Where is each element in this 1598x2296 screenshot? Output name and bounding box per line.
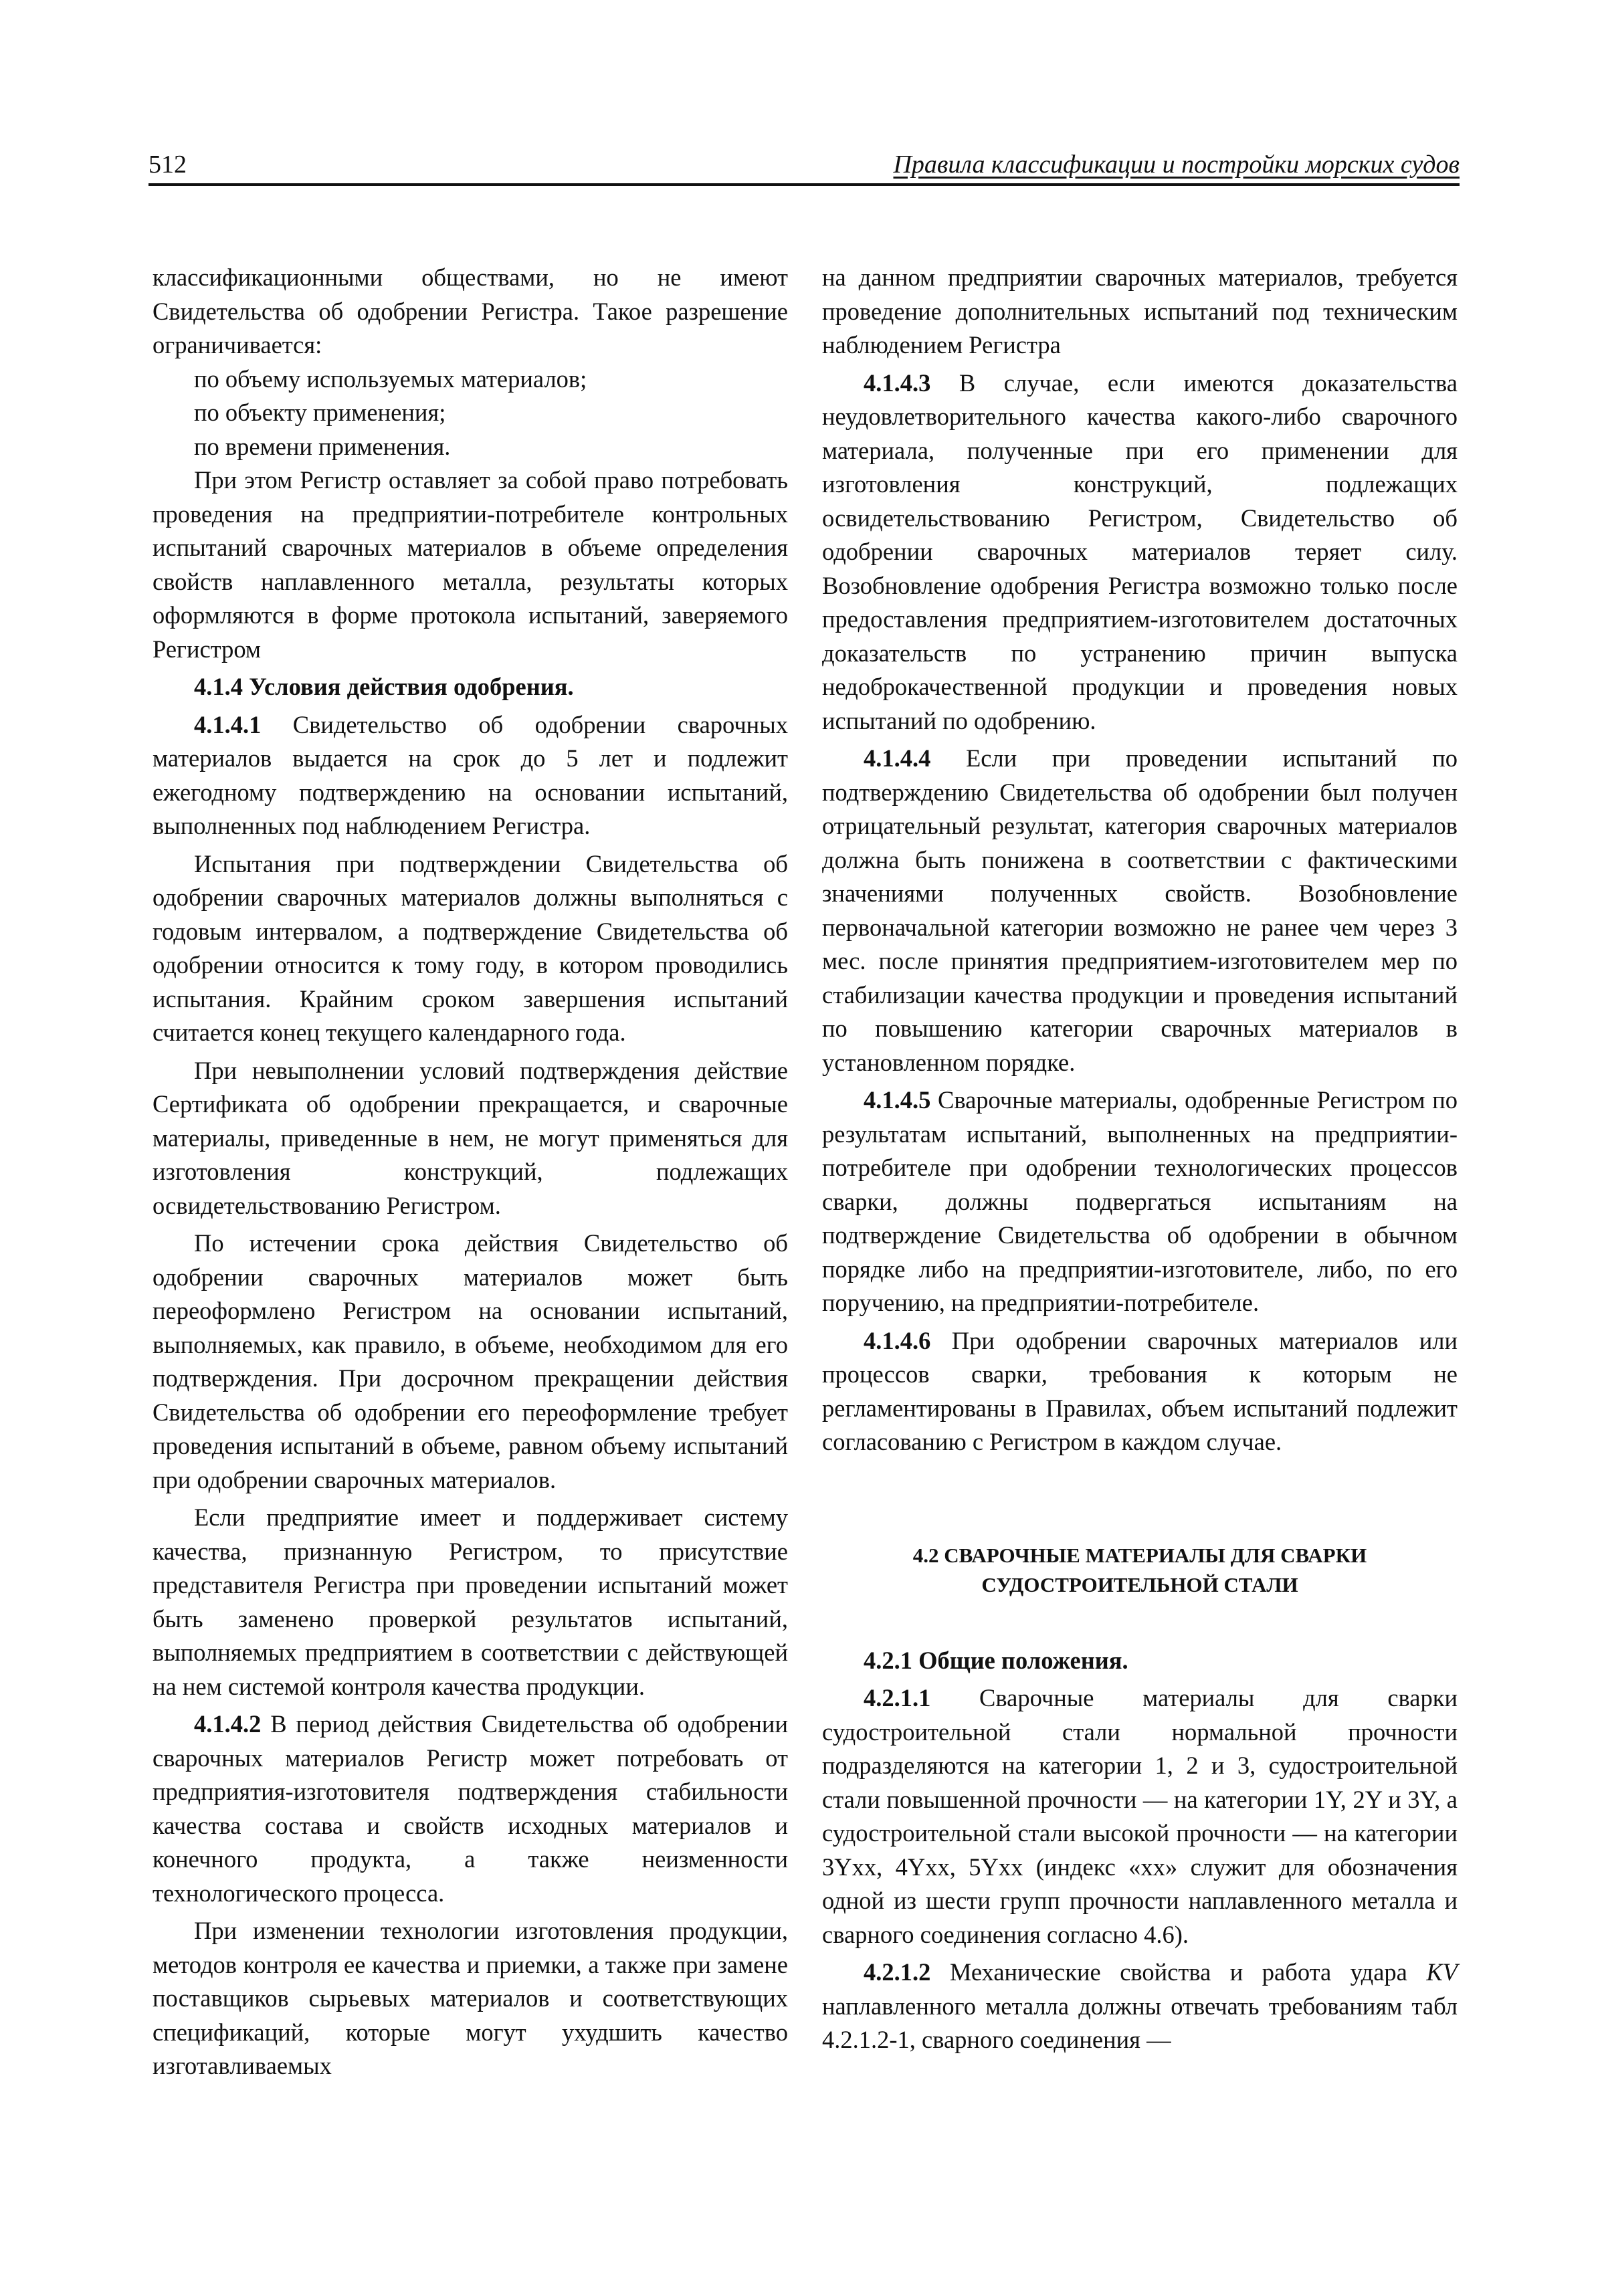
paragraph: Испытания при подтверждении Свидетельства об одобрении сварочных материалов должны выполняться с годовым интервалом, а подтверждение Свидетельства об одобрении относится к тому году, в котором проводились испытания. Крайним сроком завершения испытаний считается конец текущего календарного года.: [153, 849, 788, 1046]
section-title-4-2: [822, 1541, 1458, 1600]
clause-number: 4.2.1.2: [864, 1958, 931, 1986]
list-item: по объекту применения;: [194, 399, 446, 426]
clause-4-1-4-1: [153, 708, 788, 843]
paragraph: Если предприятие имеет и поддерживает систему качества, признанную Регистром, то присутствие представителя Регистра при проведении испытаний может быть заменено проверкой результатов испытаний, выполняемых предприятием в соответствии с действующей на нем системой контроля качества продукции.: [153, 1503, 788, 1700]
clause-4-1-4-2: [153, 1707, 788, 1910]
header-rule: [148, 183, 1460, 186]
paragraph: По истечении срока действия Свидетельство об одобрении сварочных материалов может быть переоформлено Регистром на основании испытаний, выполняемых, как правило, в объеме, необходимом для его подтверждения. При досрочном прекращении действия Свидетельства об одобрении его переоформление требует проведения испытаний в объеме, равном объему испытаний при одобрении сварочных материалов.: [153, 1229, 788, 1493]
clause-number: 4.1.4.4: [864, 744, 931, 772]
page-header: [148, 150, 1460, 185]
clause-number: 4.1.4.5: [864, 1086, 931, 1114]
right-column: [822, 261, 1458, 2057]
clause-text: Сварочные материалы для сварки судостроительной стали нормальной прочности подразделяются на категории 1, 2 и 3, судостроительной стали повышенной прочности — на категории 1Y, 2Y и 3Y, а судостроительной стали высокой прочности — на категории 3Yxx, 4Yxx, 5Yxx (индекс «xx» служит для обозначения одной из шести групп прочности наплавленного металла и сварного соединения согласно 4.6).: [822, 1684, 1458, 1948]
paragraph: При невыполнении условий подтверждения действие Сертификата об одобрении прекращается, и сварочные материалы, приведенные в нем, не могут применяться для изготовления конструкций, подлежащих освидетельствованию Регистром.: [153, 1056, 788, 1219]
paragraph: При изменении технологии изготовления продукции, методов контроля ее качества и приемки, а также при замене поставщиков сырьевых материалов и соответствующих спецификаций, которые могут ухудшить качество изготавливаемых: [153, 1917, 788, 2079]
clause-text: наплавленного металла должны отвечать требованиям табл 4.2.1.2-1, сварного соединения —: [822, 1992, 1458, 2053]
section-title-line-2: СУДОСТРОИТЕЛЬНОЙ СТАЛИ: [981, 1572, 1298, 1596]
clause-text: Механические свойства и работа удара: [930, 1958, 1427, 1986]
subsection-heading-4-1-4: 4.1.4 Условия действия одобрения.: [194, 673, 574, 700]
clause-number: 4.1.4.1: [194, 710, 262, 738]
subsection-heading-4-2-1: 4.2.1 Общие положения.: [864, 1646, 1128, 1674]
clause-4-1-4-6: [822, 1324, 1458, 1459]
section-title-line-1: 4.2 СВАРОЧНЫЕ МАТЕРИАЛЫ ДЛЯ СВАРКИ: [912, 1543, 1367, 1567]
clause-text: В период действия Свидетельства об одобрении сварочных материалов Регистр может потребовать от предприятия-изготовителя подтверждения стабильности качества состава и свойств исходных материалов и конечного продукта, а также неизменности технологического процесса.: [153, 1710, 788, 1907]
clause-4-1-4-3: [822, 367, 1458, 738]
clause-4-1-4-5: [822, 1083, 1458, 1320]
running-title: Правила классификации и постройки морских судов: [893, 150, 1460, 179]
list-item: по объему используемых материалов;: [194, 364, 587, 393]
clause-text: В случае, если имеются доказательства неудовлетворительного качества какого-либо сварочного материала, полученные при его применении для изготовления конструкций, подлежащих освидетельствованию Регистром, Свидетельство об одобрении сварочных материалов теряет силу. Возобновление одобрения Регистра возможно только после предоставления предприятием-изготовителем достаточных доказательств по устранению причин выпуска недоброкачественной продукции и проведения новых испытаний по одобрению.: [822, 369, 1458, 734]
paragraph: При этом Регистр оставляет за собой право потребовать проведения на предприятии-потребителе контрольных испытаний сварочных материалов в объеме определения свойств наплавленного металла, результаты которых оформляются в форме протокола испытаний, заверяемого Регистром: [153, 466, 788, 663]
clause-number: 4.1.4.3: [864, 369, 931, 397]
clause-text: При одобрении сварочных материалов или процессов сварки, требования к которым не регламентированы в Правилах, объем испытаний подлежит согласованию с Регистром в каждом случае.: [822, 1326, 1458, 1455]
clause-number: 4.1.4.2: [194, 1710, 262, 1738]
clause-number: 4.1.4.6: [864, 1326, 931, 1354]
clause-text: Сварочные материалы, одобренные Регистром по результатам испытаний, выполненных на предприятии-потребителе при одобрении технологических процессов сварки, должны подвергаться испытаниям на подтверждение Свидетельства об одобрении в обычном порядке либо на предприятии-изготовителе, либо, по его поручению, на предприятии-потребителе.: [822, 1086, 1458, 1316]
clause-4-2-1-2: [822, 1956, 1458, 2057]
clause-text: Свидетельство об одобрении сварочных материалов выдается на срок до 5 лет и подлежит ежегодному подтверждению на основании испытаний, выполненных под наблюдением Регистра.: [153, 710, 788, 839]
clause-4-1-4-4: [822, 742, 1458, 1079]
page-number: 512: [148, 150, 187, 179]
paragraph: классификационными обществами, но не имеют Свидетельства об одобрении Регистра. Такое разрешение ограничивается:: [153, 264, 788, 358]
clause-4-2-1-1: [822, 1681, 1458, 1952]
left-column: [153, 261, 788, 2083]
clause-number: 4.2.1.1: [864, 1684, 931, 1711]
paragraph: на данном предприятии сварочных материалов, требуется проведение дополнительных испытаний под техническим наблюдением Регистра: [822, 264, 1458, 358]
clause-text: Если при проведении испытаний по подтверждению Свидетельства об одобрении был получен отрицательный результат, категория сварочных материалов должна быть понижена в соответствии с фактическими значениями полученных свойств. Возобновление первоначальной категории возможно не ранее чем через 3 мес. после принятия предприятием-изготовителем мер по стабилизации качества продукции и проведения испытаний по повышению категории сварочных материалов в установленном порядке.: [822, 744, 1458, 1076]
kv-symbol: KV: [1426, 1958, 1458, 1986]
list-item: по времени применения.: [194, 432, 451, 460]
